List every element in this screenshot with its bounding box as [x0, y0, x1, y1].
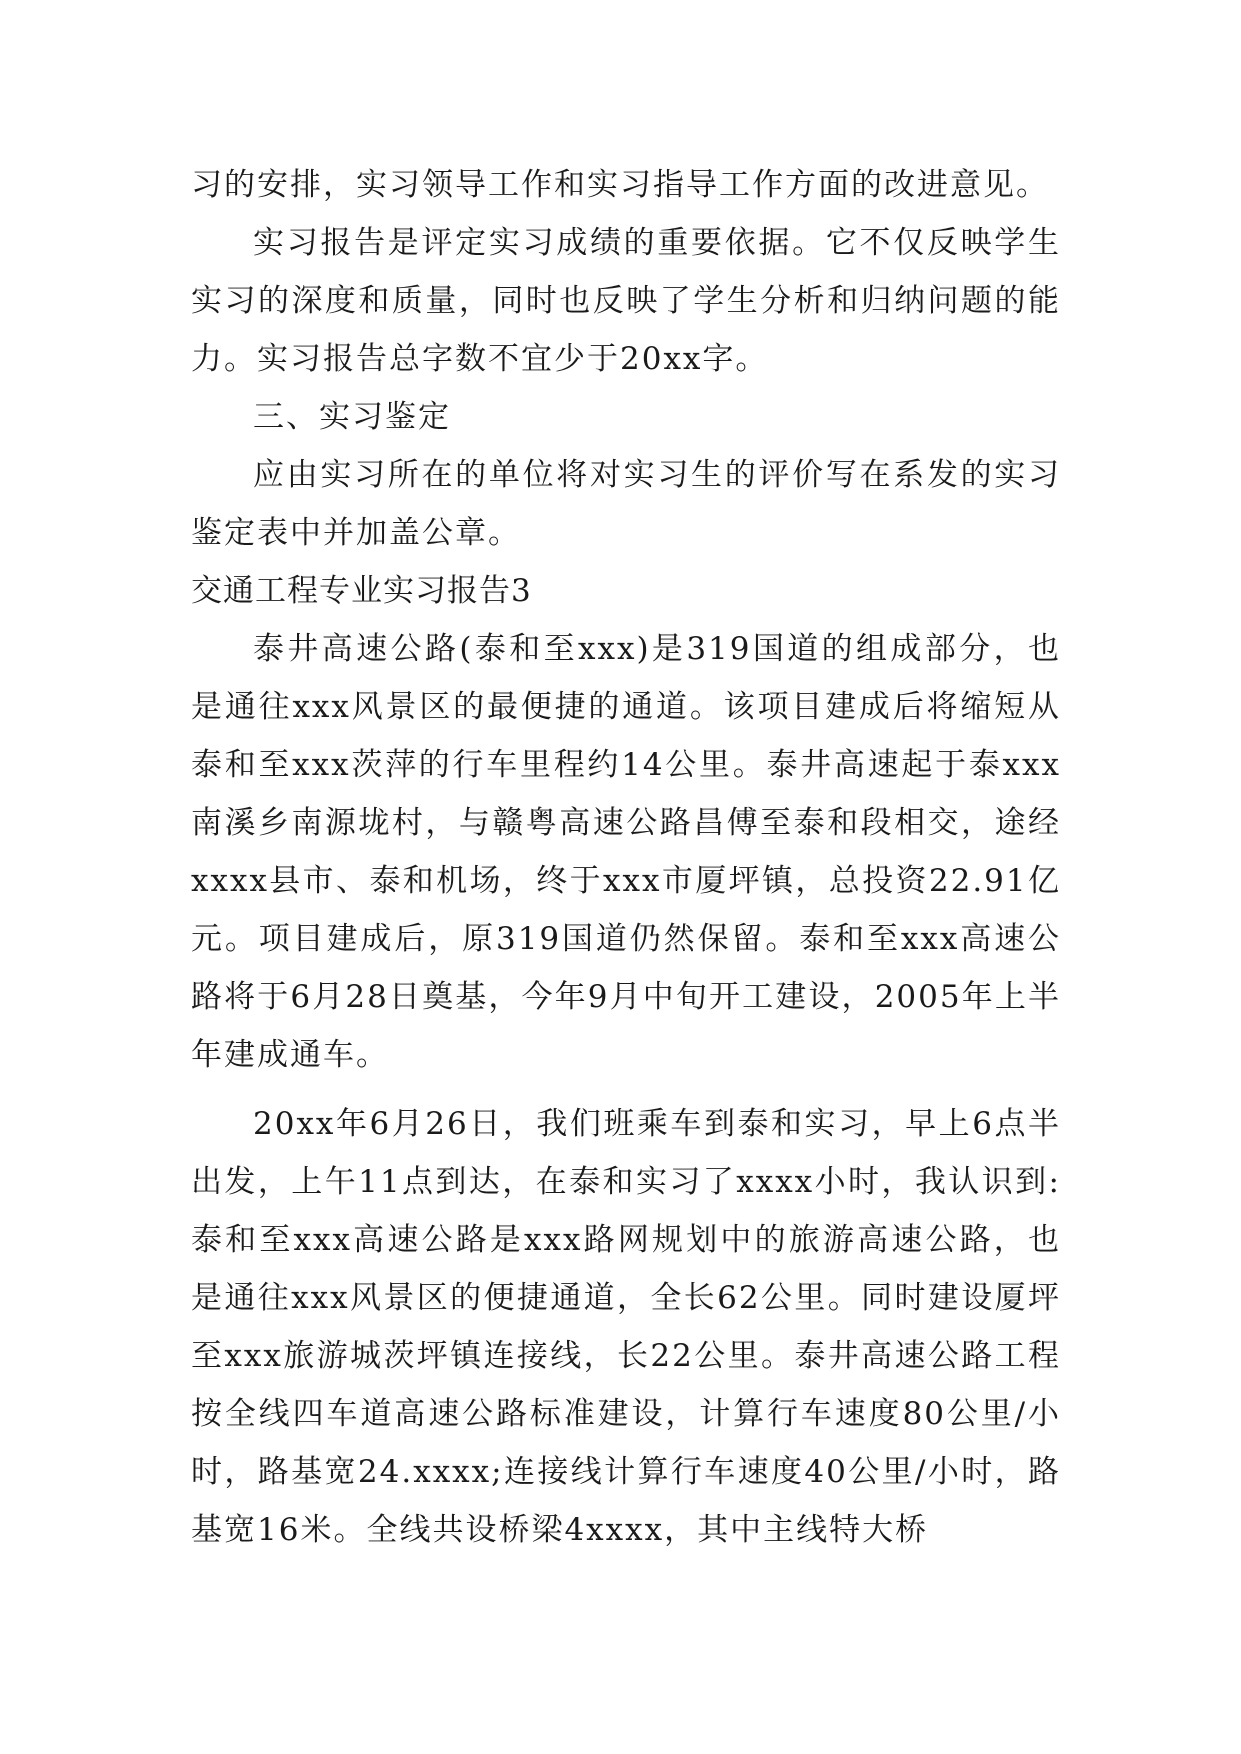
paragraph-internship-visit: 20xx年6月26日，我们班乘车到泰和实习，早上6点半出发，上午11点到达，在泰和实习了xxxx小时，我认识到:泰和至xxx高速公路是xxx路网规划中的旅游高速公路，也是通往xxx风景区的便捷通道，全长62公里。同时建设厦坪至xxx旅游城茨坪镇连接线，长22公里。泰井高速公路工程按全线四车道高速公路标准建设，计算行车速度80公里/小时，路基宽24.xxxx;连接线计算行车速度40公里/小时，路基宽16米。全线共设桥梁4xxxx，其中主线特大桥: [191, 1106, 1061, 1548]
paragraph-continuation: 习的安排，实习领导工作和实习指导工作方面的改进意见。: [191, 167, 1049, 203]
paragraph-highway-overview: 泰井高速公路(泰和至xxx)是319国道的组成部分，也是通往xxx风景区的最便捷的通道。该项目建成后将缩短从泰和至xxx茨萍的行车里程约14公里。泰井高速起于泰xxx南溪乡南源垅村，与赣粤高速公路昌傅至泰和段相交，途经xxxx县市、泰和机场，终于xxx市厦坪镇，总投资22.91亿元。项目建成后，原319国道仍然保留。泰和至xxx高速公路将于6月28日奠基，今年9月中旬开工建设，2005年上半年建成通车。: [191, 631, 1061, 1073]
paragraph-report-importance: 实习报告是评定实习成绩的重要依据。它不仅反映学生实习的深度和质量，同时也反映了学生分析和归纳问题的能力。实习报告总字数不宜少于20xx字。: [191, 225, 1061, 377]
document-body: [191, 156, 1061, 1559]
section-heading-internship-appraisal: 三、实习鉴定: [253, 399, 451, 435]
report-title: 交通工程专业实习报告3: [191, 573, 532, 609]
paragraph-appraisal: 应由实习所在的单位将对实习生的评价写在系发的实习鉴定表中并加盖公章。: [191, 457, 1061, 551]
paragraph-gap: [191, 1084, 1061, 1095]
